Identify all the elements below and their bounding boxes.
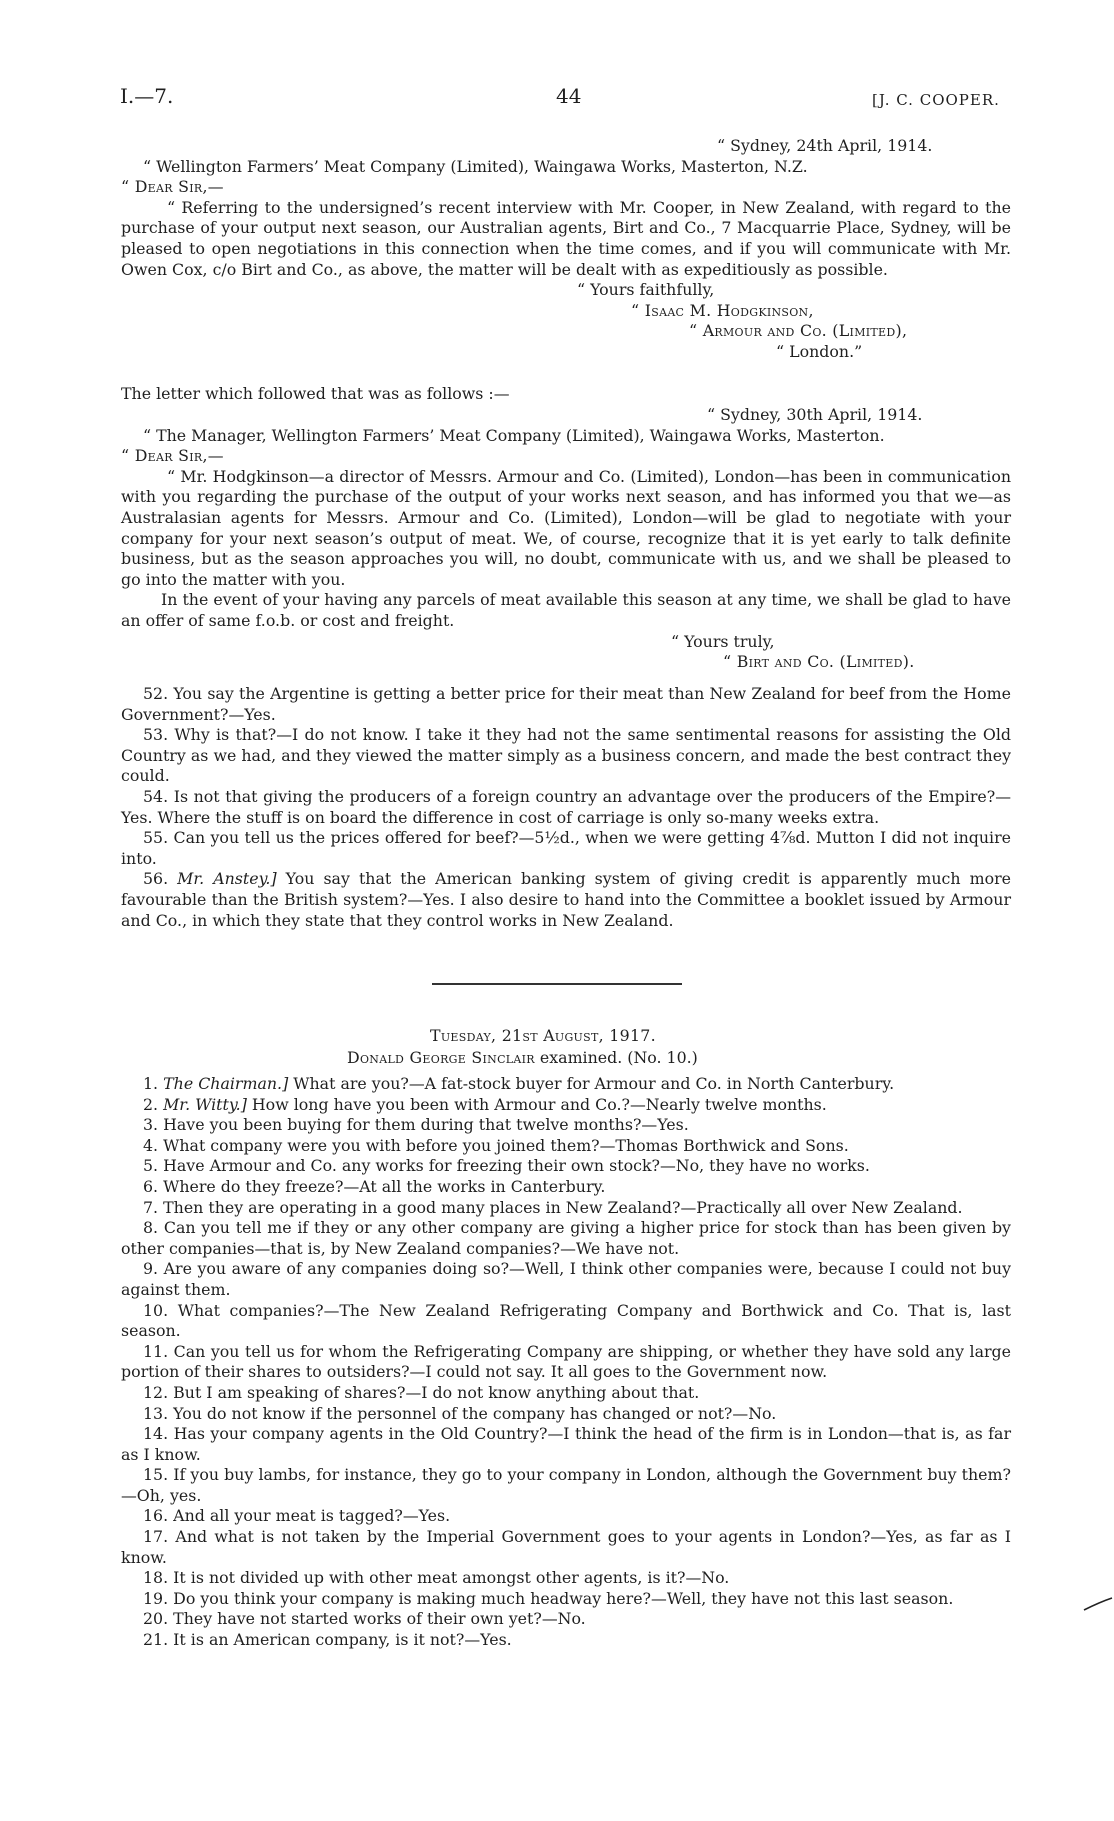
letter-2-date: “ Sydney, 30th April, 1914. [707,405,923,424]
question: 15. If you buy lambs, for instance, they go to your company in London, although the Government buy them?—Oh, yes. [121,1465,1011,1505]
question: 5. Have Armour and Co. any works for freezing their own stock?—No, they have no works. [143,1156,870,1176]
letter-1-date: “ Sydney, 24th April, 1914. [717,136,933,155]
question: 4. What company were you with before you joined them?—Thomas Borthwick and Sons. [143,1135,849,1155]
question: 53. Why is that?—I do not know. I take it they had not the same sentimental reasons for assisting the Old Country as we had, and they viewed the matter simply as a business concern, and made the best contract they could. [121,725,1011,786]
question: 11. Can you tell us for whom the Refrigerating Company are shipping, or whether they have sold any large portion of their shares to outsiders?—I could not say. It all goes to the Government now. [121,1341,1011,1382]
question: 54. Is not that giving the producers of a foreign country an advantage over the producers of the Empire?—Yes. Where the stuff is on board the difference in cost of carriage is only so-many weeks extra. [121,786,1011,827]
letter-2-body-2: In the event of your having any parcels of meat available this season at any time, we shall be glad to have an offer of same f.o.b. or cost and freight. [121,590,1011,630]
question: 19. Do you think your company is making much headway here?—Well, they have not this last season. [143,1588,954,1608]
session-date: Tuesday, 21st August, 1917. [430,1026,656,1045]
question: 8. Can you tell me if they or any other company are giving a higher price for stock than has been given by other companies—that is, by New Zealand companies?—We have not. [121,1218,1011,1258]
question: 17. And what is not taken by the Imperial Government goes to your agents in London?—Yes, as far as I know. [121,1527,1011,1567]
sinclair-questions [121,1074,1011,1651]
witness-heading [347,1048,698,1069]
question: 9. Are you aware of any companies doing so?—Well, I think other companies were, because I could not buy against them. [121,1259,1011,1299]
question: 14. Has your company agents in the Old Country?—I think the head of the firm is in London—that is, as far as I know. [121,1424,1011,1464]
letter-2-address: “ The Manager, Wellington Farmers’ Meat Company (Limited), Waingawa Works, Masterton. [143,425,885,445]
letter-1 [121,136,1011,363]
question: 13. You do not know if the personnel of the company has changed or not?—No. [143,1403,777,1423]
question: 6. Where do they freeze?—At all the works in Canterbury. [143,1176,606,1196]
transition-text: The letter which followed that was as follows :— [121,384,510,403]
question: 12. But I am speaking of shares?—I do not know anything about that. [143,1382,700,1402]
letter-2-closing: “ Yours truly, [671,631,775,651]
letter-1-body: “ Referring to the undersigned’s recent interview with Mr. Cooper, in New Zealand, with regard to the purchase of your output next season, our Australian agents, Birt and Co., 7 Macquarrie Place, Sydney, will be pleased to open negotiations in this connection when the time comes, and if you will communicate with Mr. Owen Cox, c/o Birt and Co., as above, the matter will be dealt with as expeditiously as possible. [121,197,1011,279]
cooper-questions [121,684,1011,931]
letter-2-signatory: “ Birt and Co. (Limited). [723,652,915,672]
question: 55. Can you tell us the prices offered for beef?—5½d., when we were getting 4⅞d. Mutton I did not inquire into. [121,828,1011,868]
letter-1-salutation: “ Dear Sir,— [121,177,224,197]
pen-mark [1082,1592,1114,1614]
letter-1-closing: “ Yours faithfully, [577,280,715,300]
letter-1-company: “ Armour and Co. (Limited), [689,321,908,341]
section-divider [432,983,682,985]
letter-2 [121,405,1011,673]
letter-1-signatory: “ Isaac M. Hodgkinson, [631,300,814,320]
question: 7. Then they are operating in a good many places in New Zealand?—Practically all over New Zealand. [143,1197,963,1217]
transition-line [121,384,1011,405]
letter-1-city: “ London.” [776,341,863,361]
letter-2-salutation: “ Dear Sir,— [121,446,224,466]
question: 52. You say the Argentine is getting a better price for their meat than New Zealand for beef from the Home Government?—Yes. [121,684,1011,724]
header-left: I.—7. [120,84,174,108]
question: 3. Have you been buying for them during that twelve months?—Yes. [143,1115,689,1135]
witness-status: examined. (No. 10.) [539,1048,698,1067]
question: 16. And all your meat is tagged?—Yes. [143,1506,451,1526]
question: 20. They have not started works of their own yet?—No. [143,1609,586,1629]
question: 56. Mr. Anstey.] You say that the American banking system of giving credit is apparently much more favourable than the British system?—Yes. I also desire to hand into the Committee a booklet issued by Armour and Co., in which they state that they control works in New Zealand. [121,869,1011,930]
letter-1-address: “ Wellington Farmers’ Meat Company (Limited), Waingawa Works, Masterton, N.Z. [143,156,808,176]
question: 18. It is not divided up with other meat amongst other agents, is it?—No. [143,1568,730,1588]
question: 2. Mr. Witty.] How long have you been with Armour and Co.?—Nearly twelve months. [143,1094,827,1114]
question: 10. What companies?—The New Zealand Refrigerating Company and Borthwick and Co. That is, last season. [121,1300,1011,1341]
page-number: 44 [556,84,582,108]
question: 21. It is an American company, is it not?—Yes. [143,1630,512,1650]
letter-2-body-1: “ Mr. Hodgkinson—a director of Messrs. Armour and Co. (Limited), London—has been in communication with you regarding the purchase of the output of your works next season, and has informed you that we—as Australasian agents for Messrs. Armour and Co. (Limited), London—will be glad to negotiate with your company for your next season’s output of meat. We, of course, recognize that it is yet early to talk definite business, but as the season approaches you will, no doubt, communicate with us, and we shall be pleased to go into the matter with you. [121,466,1011,589]
header-right: [J. C. COOPER. [872,91,1000,109]
question: 1. The Chairman.] What are you?—A fat-stock buyer for Armour and Co. in North Canterbury. [143,1074,895,1093]
witness-name: Donald George Sinclair [347,1048,535,1067]
